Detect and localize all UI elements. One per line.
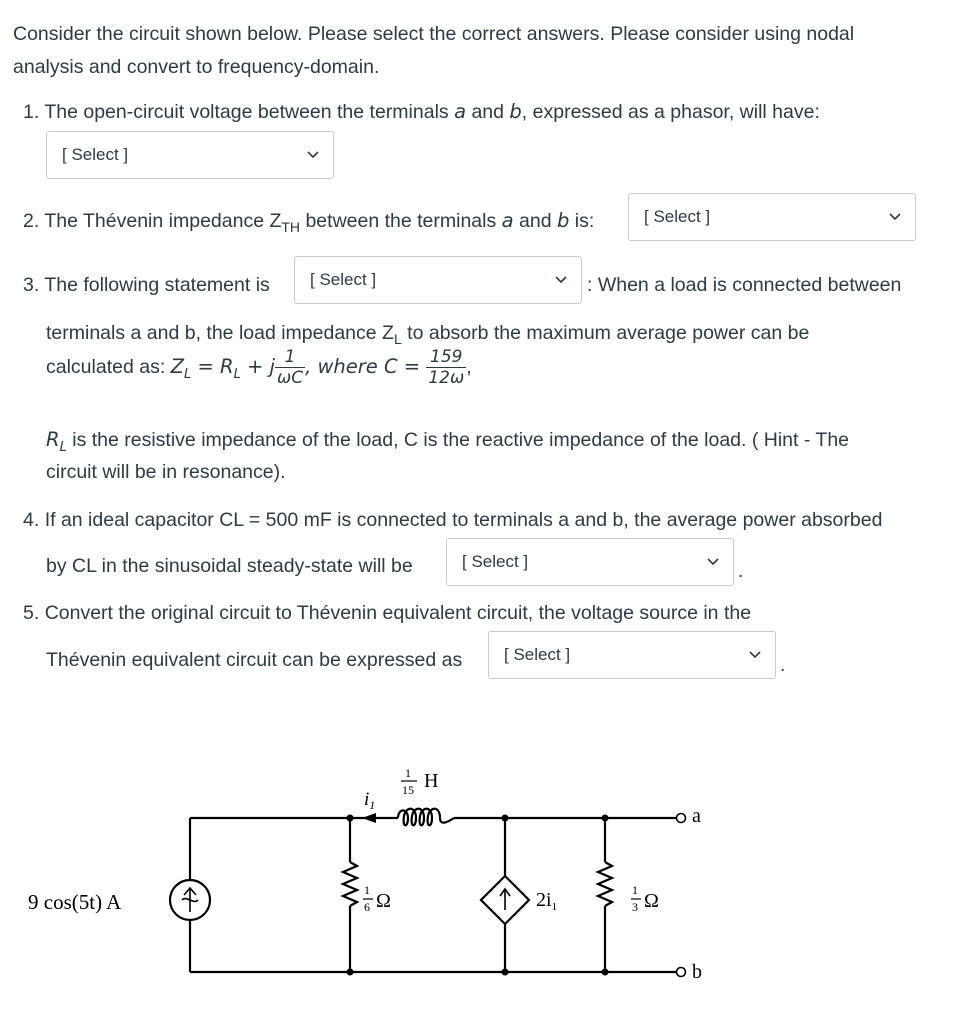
question-4-select-value: [ Select ]	[462, 552, 529, 571]
question-5-period: .	[780, 654, 786, 676]
question-3-line-5: circuit will be in resonance).	[46, 461, 286, 483]
question-5-line-2: Thévenin equivalent circuit can be expressed as	[46, 649, 463, 671]
terminal-b-label: b	[692, 961, 702, 983]
r2-frac-den: 3	[632, 900, 638, 914]
formula-fraction-1: $\frac{1}{\omega C}$	[276, 347, 304, 389]
question-2-select-value: [ Select ]	[644, 207, 711, 226]
question-2-text: 2. The Thévenin impedance $Z_{TH}$ between the terminals a and b is:	[23, 209, 595, 235]
resistor-2	[598, 862, 612, 906]
question-4-line-2: by CL in the sinusoidal steady-state will be	[46, 555, 413, 577]
question-1-text: 1. The open-circuit voltage between the terminals a and b, expressed as a phasor, will have:	[23, 100, 820, 123]
inductor-frac-den: 15	[402, 783, 414, 797]
terminal-a-node	[677, 814, 686, 823]
inductor-unit: H	[424, 770, 439, 792]
question-4-line-1: 4. If an ideal capacitor CL = 500 mF is connected to terminals a and b, the average power absorbed	[23, 509, 883, 531]
junction-dot	[502, 815, 509, 822]
source-label: 9 cos(5t) A	[28, 890, 122, 914]
r2-unit: Ω	[644, 890, 659, 912]
formula-zl: $Z_L = R_L + j$	[170, 355, 275, 382]
r2-frac-num: 1	[632, 883, 638, 897]
question-3-text: 3. The following statement is	[23, 274, 270, 296]
question-3-select-value: [ Select ]	[310, 270, 377, 289]
inductor-frac-num: 1	[405, 766, 411, 780]
resistor-1	[343, 862, 357, 906]
junction-dot	[347, 815, 354, 822]
question-4-period: .	[738, 560, 744, 582]
intro-line-1: Consider the circuit shown below. Please select the correct answers. Please consider using nodal	[13, 23, 855, 45]
question-3-text-cont: : When a load is connected between	[587, 274, 902, 296]
dep-source-label: $2i_1$	[536, 889, 558, 913]
question-3-line-2: terminals a and b, the load impedance $Z_L$ to absorb the maximum average power can be	[46, 322, 810, 347]
question-1-select-value: [ Select ]	[62, 145, 129, 164]
intro-line-2: analysis and convert to frequency-domain.	[13, 56, 380, 78]
r1-frac-den: 6	[364, 900, 370, 914]
junction-dot	[602, 815, 609, 822]
r1-unit: Ω	[376, 890, 391, 912]
terminal-a-label: a	[692, 805, 701, 827]
question-5-line-1: 5. Convert the original circuit to Thévenin equivalent circuit, the voltage source in the	[23, 602, 752, 624]
formula-fraction-2: $\frac{159}{12\omega}$	[428, 347, 465, 389]
r1-frac-num: 1	[364, 883, 370, 897]
junction-dot	[602, 969, 609, 976]
terminal-b-node	[677, 968, 686, 977]
inductor	[398, 809, 454, 826]
junction-dot	[347, 969, 354, 976]
question-3-line-4: $R_L$ is the resistive impedance of the load, C is the reactive impedance of the load. ( Hint - The	[46, 428, 850, 455]
current-arrow-icon	[362, 813, 376, 823]
current-label: $i_1$	[364, 789, 376, 812]
question-5-select-value: [ Select ]	[504, 645, 571, 664]
junction-dot	[502, 969, 509, 976]
question-3-formula-line: calculated as: $Z_L = R_L + j$ $\frac{1}{\omega C}$ , where C = $\frac{159}{12\omega}$ ,	[46, 347, 472, 389]
